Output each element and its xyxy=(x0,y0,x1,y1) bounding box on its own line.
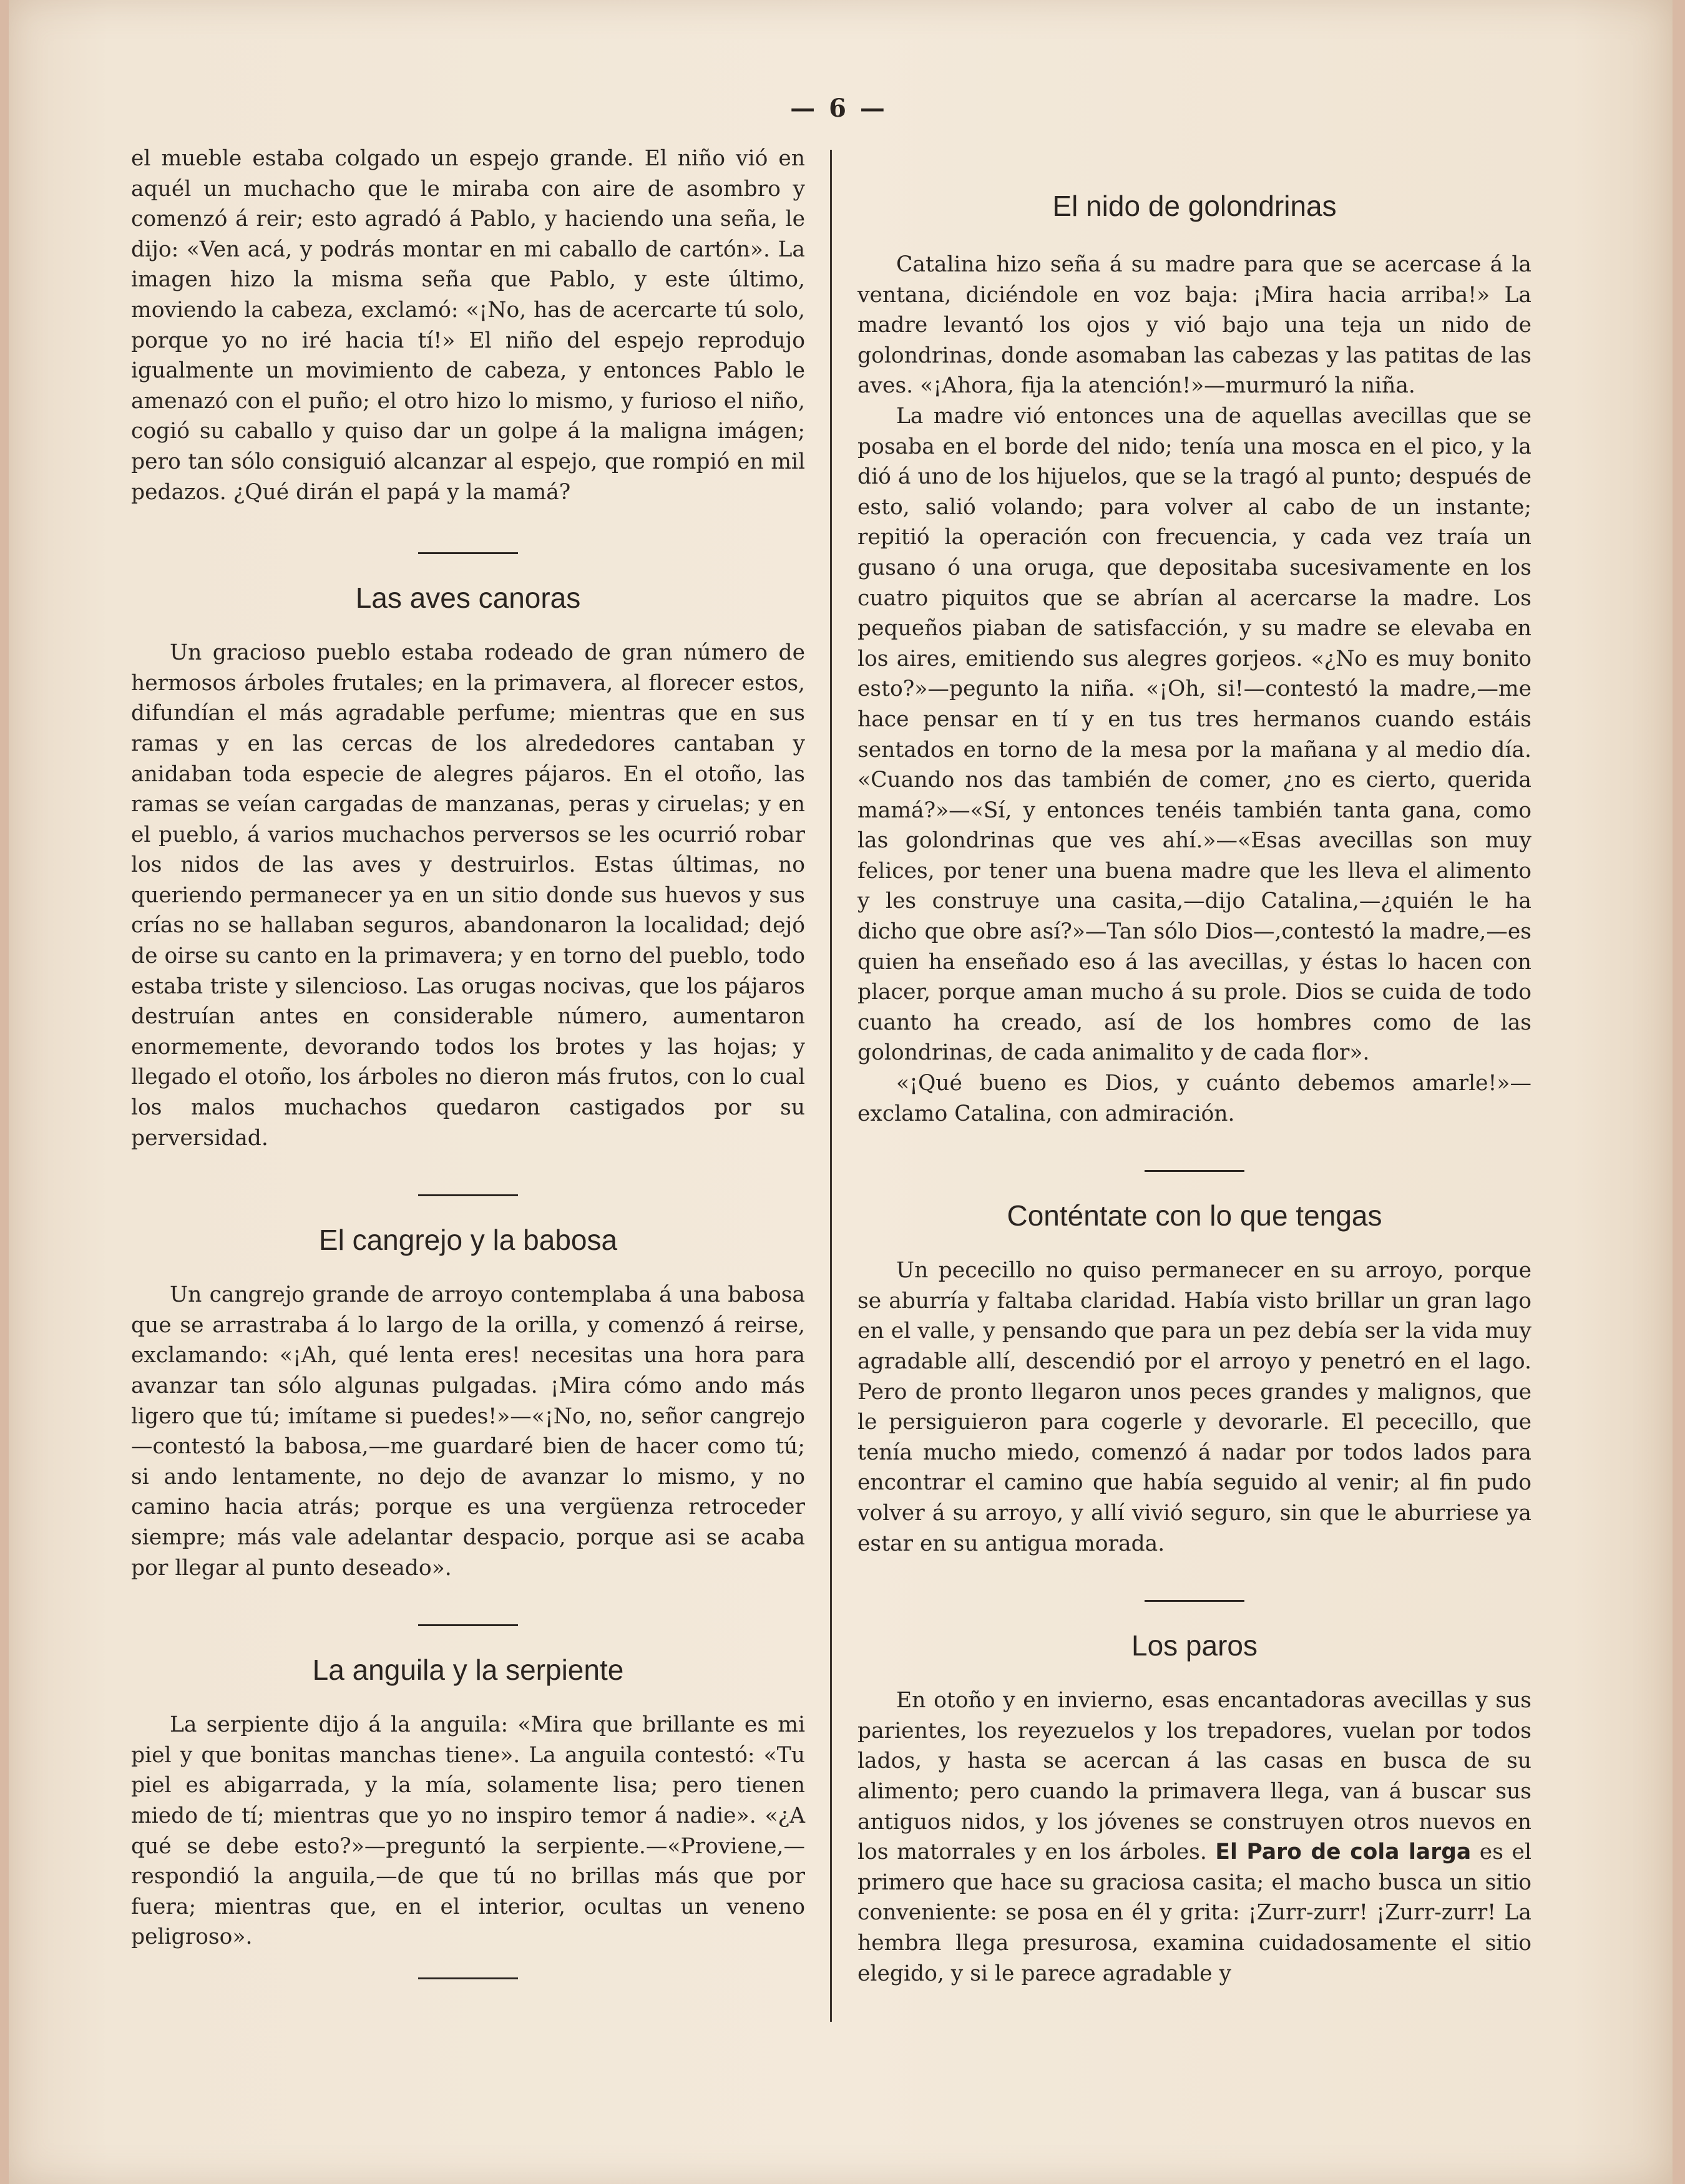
paros-bold-term: El Paro de cola larga xyxy=(1215,1840,1472,1865)
section-title-cangrejo: El cangrejo y la babosa xyxy=(318,1224,618,1257)
section-title-aves-canoras: Las aves canoras xyxy=(355,582,581,615)
section-text-nido-2: La madre vió entonces una de aquellas avecillas que se posaba en el borde del nido; tenía una mosca en el pico, y la dió á uno de los hijuelos, que se la tragó al punto; después de esto, salió volando; para volver al cabo de un instante; repitió la operación con frecuencia, y cada vez traía un gusano ó una oruga, que depositaba sucesivamente en los cuatro piquitos que se abrían al acercarse la madre. Los pequeños piaban de satisfacción, y su madre se elevaba en los aires, emitiendo sus alegres gorjeos. «¿No es muy bonito esto?»—pegunto la niña. «¡Oh, si!—contestó la madre,—me hace pensar en tí y en tus tres hermanos cuando estáis sentados en torno de la mesa por la mañana y al medio día. «Cuando nos das también de comer, ¿no es cierto, querida mamá?»—«Sí, y entonces tenéis también tanta gana, como las golondrinas que ves ahí.»—«Esas avecillas son muy felices, por tener una buena madre que les lleva el alimento y les construye una casita,—dijo Catalina,—¿quién le ha dicho que obre así?»—Tan sólo Dios—,contestó la madre,—es quien ha enseñado eso á las avecillas, y éstas lo hacen con placer, porque aman mucho á su prole. Dios se cuida de todo cuanto ha creado, así de los hombres como de las golondrinas, de cada animalito y de cada flor». xyxy=(857,403,1531,1066)
section-rule xyxy=(418,1977,518,1979)
story-continuation-text: el mueble estaba colgado un espejo grande. El niño vió en aquél un muchacho que le miraba con aire de asombro y comenzó á reir; esto agradó á Pablo, y haciendo una seña, le dijo: «Ven acá, y podrás montar en mi caballo de cartón». La imagen hizo la misma seña que Pablo, y este último, moviendo la cabeza, exclamó: «¡No, has de acercarte tú solo, porque yo no iré hacia tí!» El niño del espejo reprodujo igualmente un movimiento de cabeza, y entonces Pablo le amenazó con el puño; el otro hizo lo mismo, y furioso el niño, cogió su caballo y quiso dar un golpe á la maligna imágen; pero tan sólo consiguió alcanzar al espejo, que rompió en mil pedazos. ¿Qué dirán el papá y la mamá? xyxy=(131,146,805,505)
section-title-paros: Los paros xyxy=(1131,1629,1258,1662)
right-column xyxy=(857,144,1531,1989)
section-text-cangrejo: Un cangrejo grande de arroyo contemplaba á una babosa que se arrastraba á lo largo de la orilla, y comenzó á reirse, exclamando: «¡Ah, qué lenta eres! necesitas una hora para avanzar tan sólo algunas pulgadas. ¡Mira cómo ando más ligero que tú; imítame si puedes!»—«¡No, no, señor cangrejo—contestó la babosa,—me guardaré bien de hacer como tú; si ando lentamente, no dejo de avanzar lo mismo, y no camino hacia atrás; porque es una vergüenza retroceder siempre; más vale adelantar despacio, porque asi se acaba por llegar al punto deseado». xyxy=(131,1282,805,1581)
section-title-nido: El nido de golondrinas xyxy=(1052,190,1337,222)
section-text-contentate: Un pececillo no quiso permanecer en su arroyo, porque se aburría y faltaba claridad. Había visto brillar un gran lago en el valle, y pensando que para un pez debía ser la vida muy agradable allí, descendió por el arroyo y penetró en el lago. Pero de pronto llegaron unos peces grandes y malignos, que le persiguieron para cogerle y devorarle. El pececillo, que tenía mucho miedo, comenzó á nadar por todos lados para encontrar el camino que había seguido al venir; al fin pudo volver á su arroyo, y allí vivió seguro, sin que le aburriese ya estar en su antigua morada. xyxy=(857,1258,1531,1556)
paros-text-b: es el primero que hace su graciosa casita; el macho busca un sitio conveniente: se posa en él y grita: ¡Zurr-zurr! ¡Zurr-zurr! La hembra llega presurosa, examina cuidadosamente el sitio elegido, y si le parece agradable y xyxy=(857,1840,1531,1986)
paros-text-a: En otoño y en invierno, esas encantadoras avecillas y sus parientes, los reyezuelos y los trepadores, vuelan por todos lados, y hasta se acercan á las casas en busca de su alimento; pero cuando la primavera llega, van á buscar sus antiguos nidos, y los jóvenes se construyen otros nuevos en los matorrales y en los árboles. xyxy=(857,1688,1531,1865)
section-rule xyxy=(418,1624,518,1626)
page-number: — 6 — xyxy=(790,94,887,123)
section-text-nido-1: Catalina hizo seña á su madre para que se acercase á la ventana, diciéndole en voz baja: ¡Mira hacia arriba!» La madre levantó los ojos y vió bajo una teja un nido de golondrinas, donde asomaban las cabezas y las patitas de las aves. «¡Ahora, fija la atención!»—murmuró la niña. xyxy=(857,252,1531,399)
column-divider xyxy=(830,150,832,2022)
section-text-paros xyxy=(857,1685,1531,1989)
left-column xyxy=(131,144,805,1979)
section-title-contentate: Conténtate con lo que tengas xyxy=(1007,1199,1382,1232)
section-text-nido-3: «¡Qué bueno es Dios, y cuánto debemos amarle!»—exclamo Catalina, con admiración. xyxy=(857,1071,1531,1126)
section-rule xyxy=(418,1194,518,1196)
section-text-aves-canoras: Un gracioso pueblo estaba rodeado de gran número de hermosos árboles frutales; en la primavera, al florecer estos, difundían el más agradable perfume; mientras que en sus ramas y en las cercas de los alrededores cantaban y anidaban toda especie de alegres pájaros. En el otoño, las ramas se veían cargadas de manzanas, peras y ciruelas; y en el pueblo, á varios muchachos perversos se les ocurrió robar los nidos de las aves y destruirlos. Estas últimas, no queriendo permanecer ya en un sitio donde sus huevos y sus crías no se hallaban seguros, abandonaron la localidad; dejó de oirse su canto en la primavera; y en torno del pueblo, todo estaba triste y silencioso. Las orugas nocivas, que los pájaros destruían antes en considerable número, aumentaron enormemente, devorando todos los brotes y las hojas; y llegado el otoño, los árboles no dieron más frutos, con lo cual los malos muchachos quedaron castigados por su perversidad. xyxy=(131,640,805,1151)
section-rule xyxy=(1145,1600,1244,1602)
section-title-anguila: La anguila y la serpiente xyxy=(312,1654,624,1687)
section-text-anguila: La serpiente dijo á la anguila: «Mira que brillante es mi piel y que bonitas manchas tiene». La anguila contestó: «Tu piel es abigarrada, y la mía, solamente lisa; pero tienen miedo de tí; mientras que yo no inspiro temor á nadie». «¿A qué se debe esto?»—preguntó la serpiente.—«Proviene,—respondió la anguila,—de que tú no brillas más que por fuera; mientras que, en el interior, ocultas un veneno peligroso». xyxy=(131,1712,805,1950)
page-sheet xyxy=(9,0,1673,2184)
section-rule xyxy=(1145,1170,1244,1172)
section-rule xyxy=(418,552,518,554)
